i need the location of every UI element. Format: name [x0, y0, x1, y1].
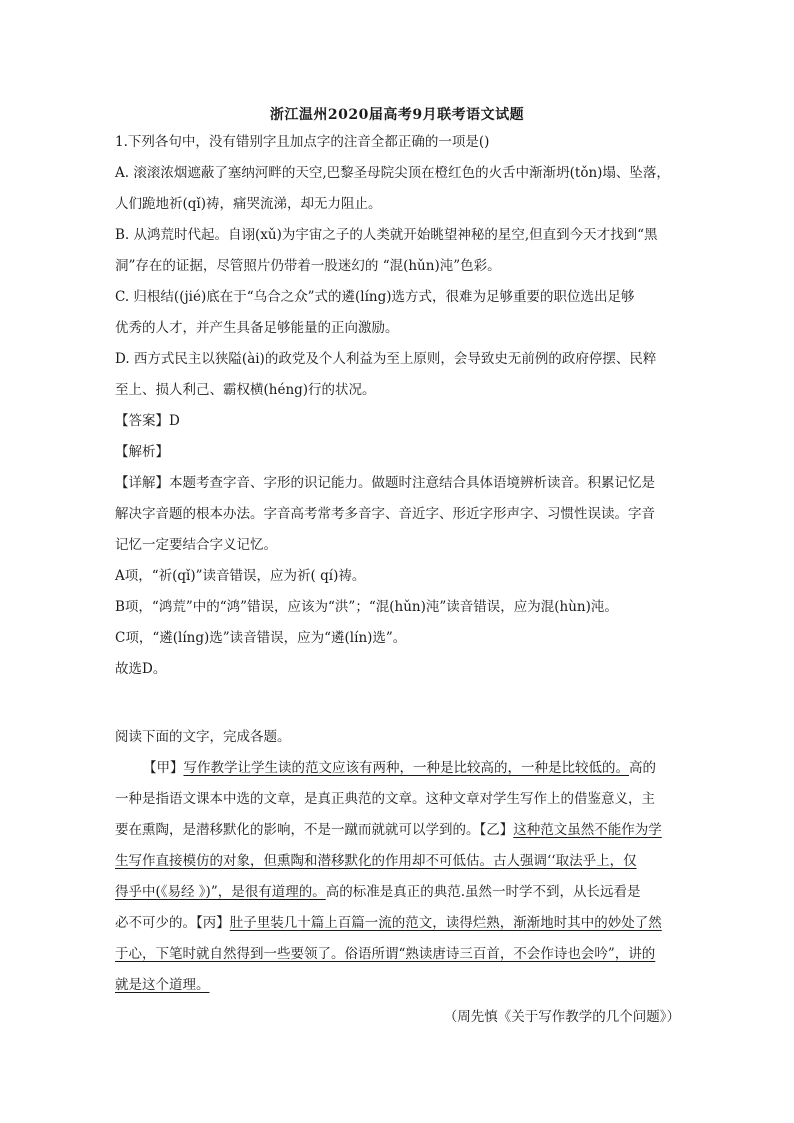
underlined-text: 就是这个道理。	[115, 977, 210, 993]
underlined-text: 生写作直接模仿的对象，但熏陶和潜移默化的作用却不可低估。古人强调‘‘取法乎上，仅	[115, 853, 637, 869]
option-a-line-1: A. 滚滚浓烟遮蔽了塞纳河畔的天空,巴黎圣母院尖顶在橙红色的火舌中渐渐坍(tǒn)塌、坠落，	[115, 165, 670, 181]
passage-line-7	[115, 939, 685, 970]
question-block	[115, 127, 685, 685]
citation: （周先慎《关于写作教学的几个问题》）	[443, 1009, 680, 1025]
question-stem: 1.下列各句中，没有错别字且加点字的注音全都正确的一项是()	[115, 134, 490, 150]
underlined-text: 得乎中(《易经 》)”，是很有道理的。	[115, 884, 326, 900]
item-b: B项，“鸿荒”中的“鸿”错误，应该为“洪”；“混(hǔn)沌”读音错误，应为混(hùn)沌。	[115, 599, 618, 615]
underlined-text: 这种范文虽然不能作为学	[513, 822, 662, 838]
detail-line-1: 【详解】本题考查字音、字形的识记能力。做题时注意结合具体语境辨析读音。积累记忆是	[115, 475, 655, 491]
option-a-line-2: 人们跪地祈(qǐ)祷，痛哭流涕，却无力阻止。	[115, 196, 382, 212]
passage-text: 高的标准是真正的典范.虽然一时学不到，从长远看是	[325, 884, 641, 900]
item-c: C项，“遴(líng)选”读音错误，应为“遴(lín)选”。	[115, 630, 407, 646]
option-c-line-1: C. 归根结((jié)底在于“乌合之众”式的遴(líng)选方式，很难为足够重要的职位选出足够	[115, 289, 635, 305]
underlined-text: 写作教学让学生读的范文应该有两种，一种是比较高的，一种是比较低的。	[183, 760, 629, 776]
passage-line-8	[115, 970, 685, 1001]
underlined-text: 于心，下笔时就自然得到一些要领了。俗语所谓“熟读唐诗三百首，不会作诗也会吟”，讲的	[115, 946, 656, 962]
analysis-label: 【解析】	[115, 444, 169, 460]
underlined-text: 肚子里装几十篇上百篇一流的范文，读得烂熟，渐渐地时其中的妙处了然	[229, 915, 662, 931]
detail-line-3: 记忆一定要结合字义记忆。	[115, 537, 277, 553]
passage-line-2: 一种是指语文课本中选的文章，是真正典范的文章。这种文章对学生写作上的借鉴意义，主	[115, 791, 655, 807]
passage-line-3	[115, 815, 685, 846]
page-title: 浙江温州2020届高考9月联考语文试题	[269, 107, 525, 123]
passage-line-1	[115, 753, 685, 784]
option-b-line-2: 洞”存在的证据，尽管照片仍带着一股迷幻的 “混(hǔn)沌”色彩。	[115, 258, 501, 274]
option-d-line-1: D. 西方式民主以狭隘(ài)的政党及个人利益为至上原则，会导致史无前例的政府停摆、民粹	[115, 351, 657, 367]
option-d-line-2: 至上、损人利己、霸权横(héng)行的状况。	[115, 382, 376, 398]
item-a: A项，“祈(qǐ)”读音错误，应为祈( qí)祷。	[115, 568, 366, 584]
conclusion: 故选D。	[115, 661, 167, 677]
passage-text: 必不可少的。【丙】	[115, 915, 230, 931]
passage-line-6	[115, 908, 685, 939]
detail-line-2: 解决字音题的根本办法。字音高考常考多音字、音近字、形近字形声字、习惯性误读。字音	[115, 506, 655, 522]
option-b-line-1: B. 从鸿荒时代起。自诩(xǔ)为宇宙之子的人类就开始眺望神秘的星空,但直到今天才找到“黑	[115, 227, 658, 243]
reading-block	[115, 722, 685, 1001]
passage-text: 要在熏陶，是潜移默化的影响，不是一蹴而就就可以学到的。【乙】	[115, 822, 514, 838]
option-c-line-2: 优秀的人才，并产生具备足够能量的正向激励。	[115, 320, 399, 336]
answer: 【答案】D	[115, 413, 180, 429]
reading-intro: 阅读下面的文字，完成各题。	[115, 729, 291, 745]
passage-line-4	[115, 846, 685, 877]
marker-jia: 【甲】	[143, 760, 184, 776]
passage-text: 高的	[629, 760, 656, 776]
passage-line-5	[115, 877, 685, 908]
